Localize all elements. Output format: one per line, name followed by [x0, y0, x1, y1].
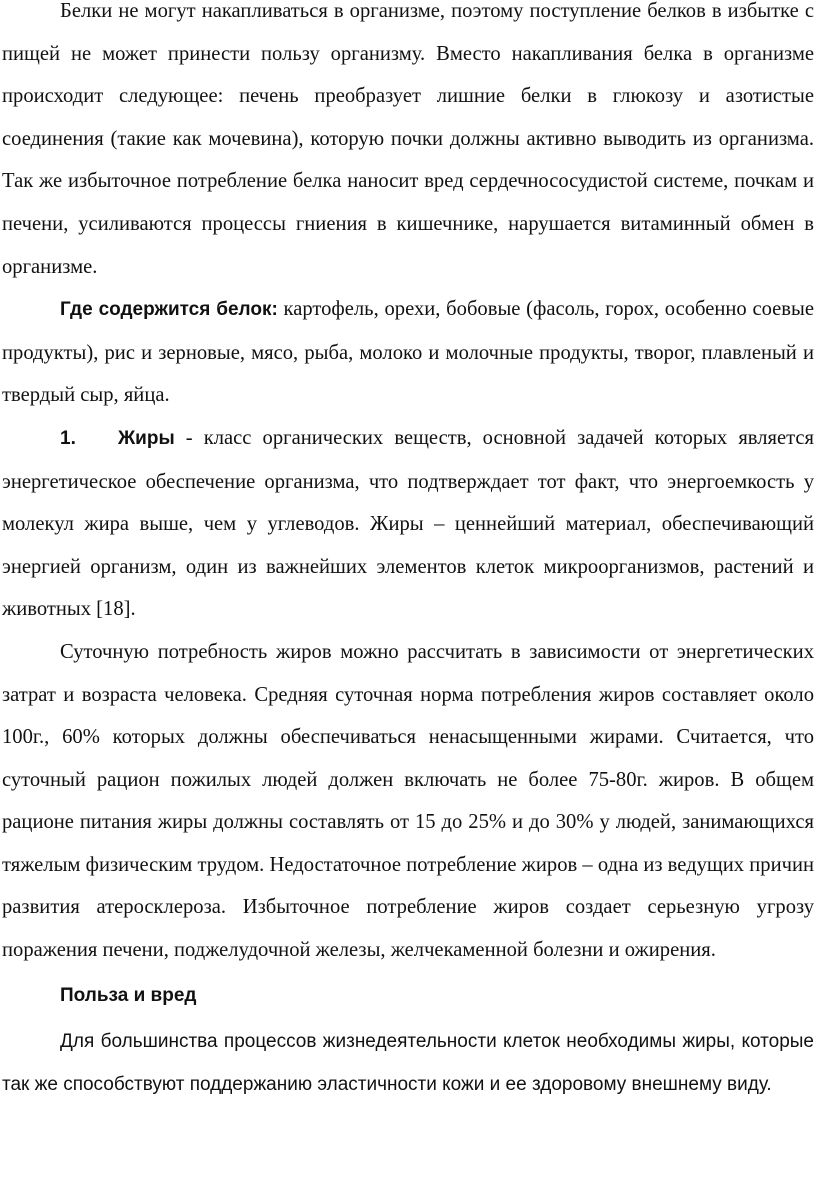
- list-number: 1.: [60, 427, 76, 449]
- paragraph-protein-sources: [2, 288, 814, 417]
- paragraph-protein-excess: Белки не могут накапливаться в организме, поэтому поступление белков в избытке с пищей не может принести пользу организму. Вместо накапливания белка в организме происходит следующее: печень преобразует лишние белки в глюкозу и азотистые соединения (такие как мочевина), которую почки должны активно выводить из организма. Так же избыточное потребление белка наносит вред сердечнососудистой системе, почкам и печени, усиливаются процессы гниения в кишечнике, нарушается витаминный обмен в организме.: [2, 0, 814, 278]
- section-heading-benefit-harm: Польза и вред: [60, 984, 197, 1006]
- paragraph-fats-definition: [2, 417, 814, 631]
- protein-sources-text: картофель, орехи, бобовые (фасоль, горох, особенно соевые продукты), рис и зерновые, мясо, рыба, молоко и молочные продукты, творог, плавленый и твердый сыр, яйца.: [2, 298, 814, 407]
- protein-sources-lead: Где содержится белок:: [60, 299, 278, 321]
- fats-definition-text: - класс органических веществ, основной задачей которых является энергетическое обеспечение организма, что подтверждает тот факт, что энергоемкость у молекул жира выше, чем у углеводов. Жиры – ценнейший материал, обеспечивающий энергией организм, один из важнейших элементов клеток микроорганизмов, растений и животных [18].: [2, 426, 814, 621]
- fats-lead: Жиры: [118, 427, 175, 449]
- paragraph-fats-benefit: Для большинства процессов жизнедеятельности клеток необходимы жиры, которые так же способствуют поддержанию эластичности кожи и ее здоровому внешнему виду.: [2, 1031, 814, 1096]
- paragraph-fats-daily-norm: Суточную потребность жиров можно рассчитать в зависимости от энергетических затрат и возраста человека. Средняя суточная норма потребления жиров составляет около 100г., 60% которых должны обеспечиваться ненасыщенными жирами. Считается, что суточный рацион пожилых людей должен включать не более 75-80г. жиров. В общем рационе питания жиры должны составлять от 15 до 25% и до 30% у людей, занимающихся тяжелым физическим трудом. Недостаточное потребление жиров – одна из ведущих причин развития атеросклероза. Избыточное потребление жиров создает серьезную угрозу поражения печени, поджелудочной железы, желчекаменной болезни и ожирения.: [2, 640, 814, 962]
